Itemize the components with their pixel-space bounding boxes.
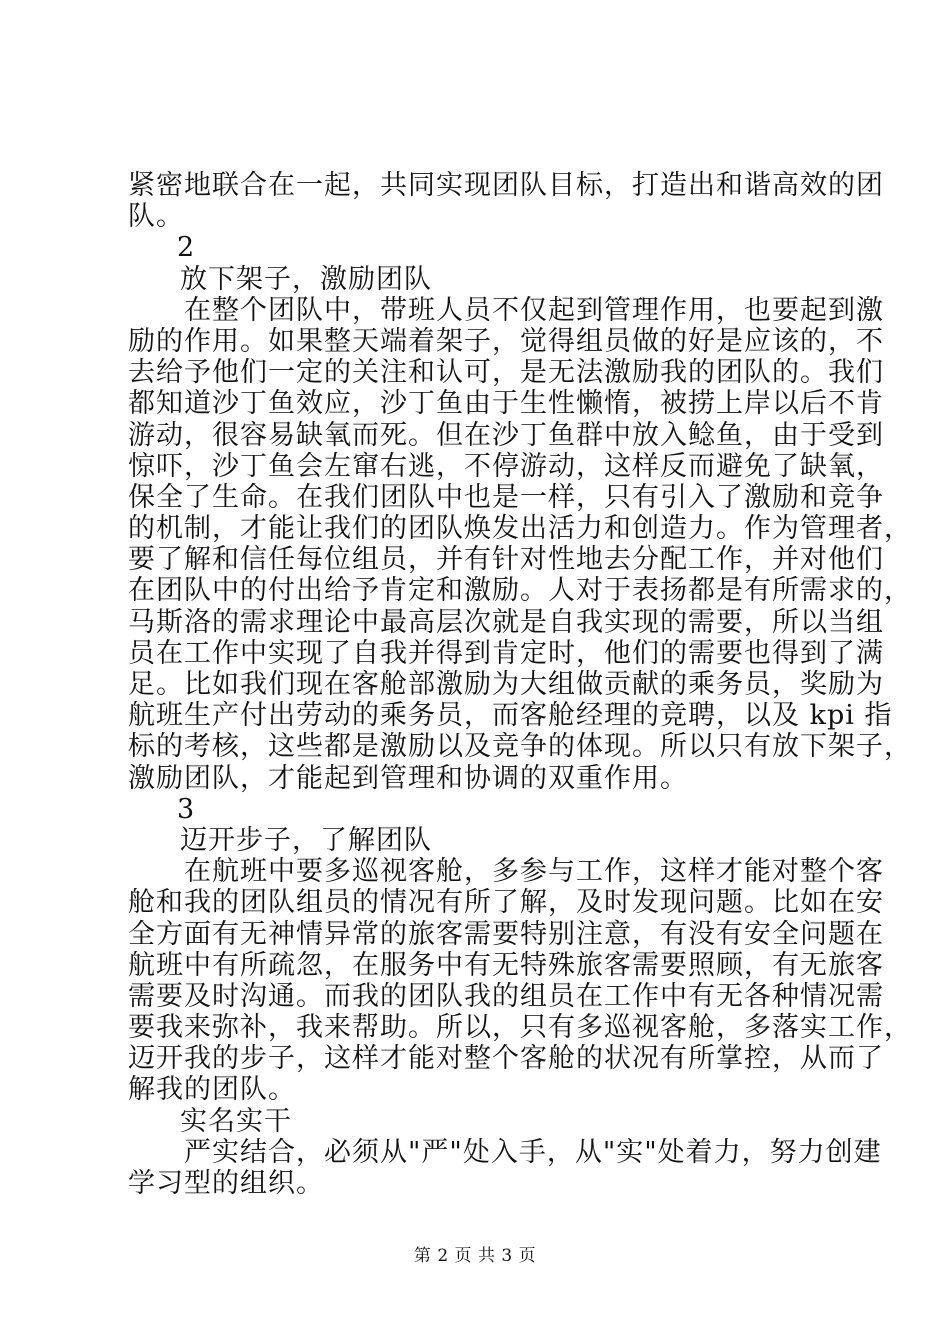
text-line: 在整个团队中，带班人员不仅起到管理作用，也要起到激 (184, 294, 884, 326)
text-line: 励的作用。如果整天端着架子，觉得组员做的好是应该的，不 (128, 325, 884, 357)
text-line: 放下架子，激励团队 (180, 263, 432, 295)
text-line: 航班生产付出劳动的乘务员，而客舱经理的竞聘，以及 kpi 指 (128, 700, 893, 732)
text-line: 实名实干 (180, 1105, 292, 1137)
text-line: 的机制，才能让我们的团队焕发出活力和创造力。作为管理者， (128, 513, 912, 545)
text-line: 都知道沙丁鱼效应，沙丁鱼由于生性懒惰，被捞上岸以后不肯 (128, 388, 884, 420)
text-line: 足。比如我们现在客舱部激励为大组做贡献的乘务员，奖励为 (128, 669, 884, 700)
text-line: 解我的团队。 (128, 1074, 296, 1106)
text-line: 去给予他们一定的关注和认可，是无法激励我的团队的。我们 (128, 357, 884, 389)
text-line: 舱和我的团队组员的情况有所了解，及时发现问题。比如在安 (128, 887, 884, 919)
text-line: 队。 (128, 201, 184, 233)
text-line: 需要及时沟通。而我的团队我的组员在工作中有无各种情况需 (128, 980, 884, 1012)
text-line: 严实结合，必须从"严"处入手，从"实"处着力，努力创建 (184, 1136, 882, 1168)
page-footer: 第 2 页 共 3 页 (413, 1246, 537, 1266)
text-line: 学习型的组织。 (128, 1168, 324, 1199)
text-line: 要我来弥补，我来帮助。所以，只有多巡视客舱，多落实工作， (128, 1012, 912, 1044)
text-line: 2 (177, 232, 196, 264)
text-line: 员在工作中实现了自我并得到肯定时，他们的需要也得到了满 (128, 637, 884, 669)
text-line: 要了解和信任每位组员，并有针对性地去分配工作，并对他们 (128, 544, 884, 576)
text-line: 惊吓，沙丁鱼会左窜右逃，不停游动，这样反而避免了缺氧， (128, 450, 884, 482)
text-line: 标的考核，这些都是激励以及竞争的体现。所以只有放下架子， (128, 731, 912, 763)
text-line: 游动，很容易缺氧而死。但在沙丁鱼群中放入鲶鱼，由于受到 (128, 419, 884, 451)
text-line: 航班中有所疏忽，在服务中有无特殊旅客需要照顾，有无旅客 (128, 949, 884, 981)
text-line: 在航班中要多巡视客舱，多参与工作，这样才能对整个客 (184, 856, 884, 888)
text-line: 全方面有无神情异常的旅客需要特别注意，有没有安全问题在 (128, 918, 884, 950)
text-line: 迈开我的步子，这样才能对整个客舱的状况有所掌控，从而了 (128, 1043, 884, 1075)
text-line: 迈开步子，了解团队 (180, 824, 432, 856)
text-line: 在团队中的付出给予肯定和激励。人对于表扬都是有所需求的， (128, 575, 912, 607)
text-line: 3 (177, 793, 196, 825)
text-line: 马斯洛的需求理论中最高层次就是自我实现的需要，所以当组 (128, 606, 884, 638)
text-line: 保全了生命。在我们团队中也是一样，只有引入了激励和竞争 (128, 481, 884, 513)
document-body (128, 170, 912, 1199)
text-line: 紧密地联合在一起，共同实现团队目标，打造出和谐高效的团 (128, 170, 884, 201)
text-line: 激励团队，才能起到管理和协调的双重作用。 (128, 762, 688, 794)
